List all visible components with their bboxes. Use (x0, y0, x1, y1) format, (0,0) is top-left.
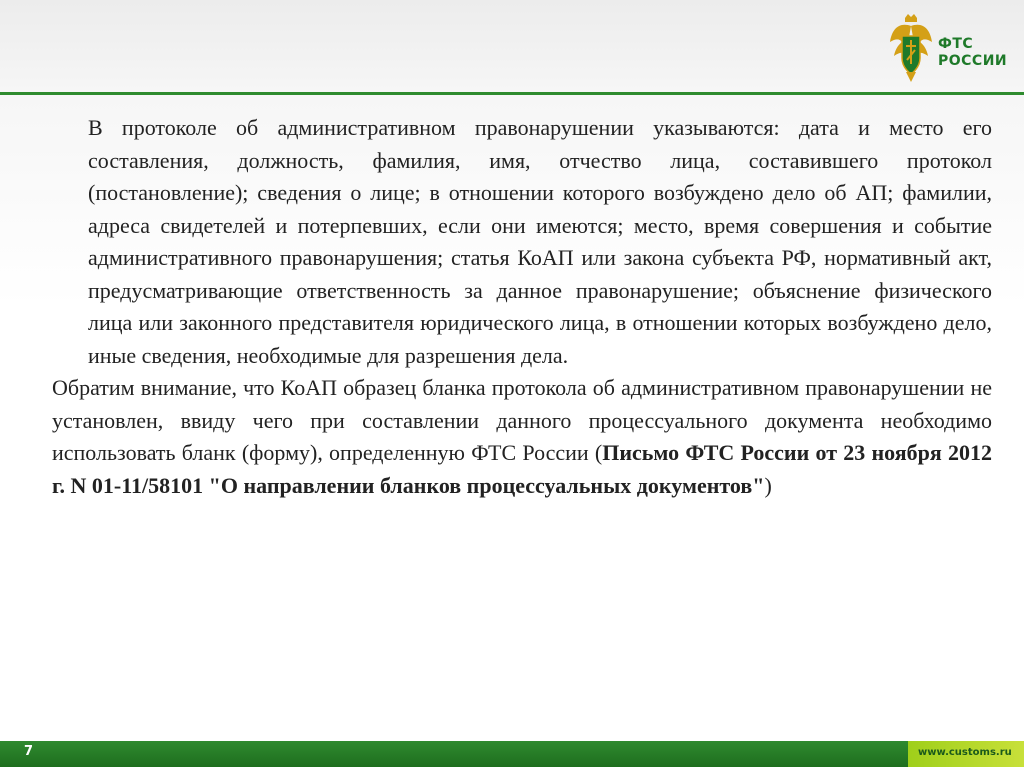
paragraph-note (52, 372, 992, 502)
paragraph-note-text: Обратим внимание, что КоАП образец бланка протокола об административном правонарушении не установлен, ввиду чего при составлении данного процессуального документа необходимо использовать бланк (форму), определенную ФТС России ( (52, 375, 992, 465)
footer-url[interactable]: www.customs.ru (918, 747, 1012, 758)
paragraph-protocol-contents: В протоколе об административном правонарушении указываются: дата и место его составления, должность, фамилия, имя, отчество лица, составившего протокол (постановление); сведения о лице; в отношении которого возбуждено дело об АП; фамилии, адреса свидетелей и потерпевших, если они имеются; место, время совершения и событие административного правонарушения; статья КоАП или закона субъекта РФ, нормативный акт, предусматривающие ответственность за данное правонарушение; объяснение физического лица или законного представителя юридического лица, в отношении которых возбуждено дело, иные сведения, необходимые для разрешения дела. (88, 115, 992, 368)
paragraph-note-reference: Письмо ФТС России от 23 ноября 2012 г. N 01-11/58101 "О направлении бланков процессуальных документов" (52, 440, 992, 498)
fts-logo (886, 12, 1016, 84)
header-divider (0, 92, 1024, 95)
fts-logo-text: ФТС РОССИИ (938, 36, 1008, 69)
footer-bar (0, 741, 1024, 767)
slide-content (52, 112, 992, 502)
paragraph-note-end: ) (764, 472, 772, 498)
page-number: 7 (24, 744, 34, 759)
eagle-emblem-icon (886, 12, 936, 84)
footer-url-box (908, 741, 1024, 767)
